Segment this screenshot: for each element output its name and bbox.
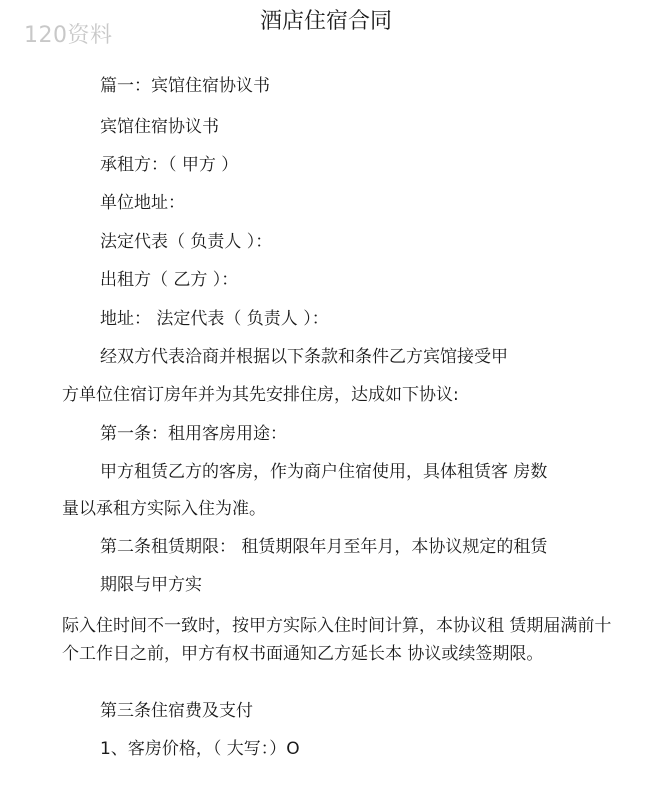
paragraph-line: 期限与甲方实 (100, 575, 202, 595)
legal-representative-field: 法定代表（ 负责人 ）： (100, 232, 273, 252)
paragraph-block: 际入住时间不一致时，按甲方实际入住时间计算，本协议租 赁期届满前十个工作日之前，甲方有权书面通知乙方延长本 协议或续签期限。 (62, 616, 612, 664)
article-1-heading: 第一条：租用客房用途： (100, 424, 287, 444)
paragraph-line: 甲方租赁乙方的客房，作为商户住宿使用，具体租赁客 房数 (100, 462, 548, 482)
paragraph-line: 量以承租方实际入住为准。 (62, 499, 266, 519)
page-title: 酒店住宿合同 (259, 9, 392, 34)
watermark: 120资料 (24, 23, 113, 48)
section-heading: 篇一：宾馆住宿协议书 (100, 76, 270, 96)
lessor-field: 出租方（ 乙方 ）： (100, 270, 239, 290)
article-2-heading: 第二条租赁期限： 租赁期限年月至年月，本协议规定的租赁 (100, 537, 548, 557)
lessee-field: 承租方：（ 甲方 ） (100, 155, 239, 175)
article-3-heading: 第三条住宿费及支付 (100, 701, 253, 721)
paragraph-line: 经双方代表洽商并根据以下条款和条件乙方宾馆接受甲 (100, 347, 508, 367)
address-representative-field: 地址： 法定代表（ 负责人 ）： (100, 309, 329, 329)
room-price-item: 1、客房价格，（ 大写：）O (100, 739, 300, 759)
paragraph-line: 方单位住宿订房年并为其先安排住房，达成如下协议: (62, 385, 459, 405)
agreement-title: 宾馆住宿协议书 (100, 117, 219, 137)
unit-address-field: 单位地址： (100, 193, 185, 213)
